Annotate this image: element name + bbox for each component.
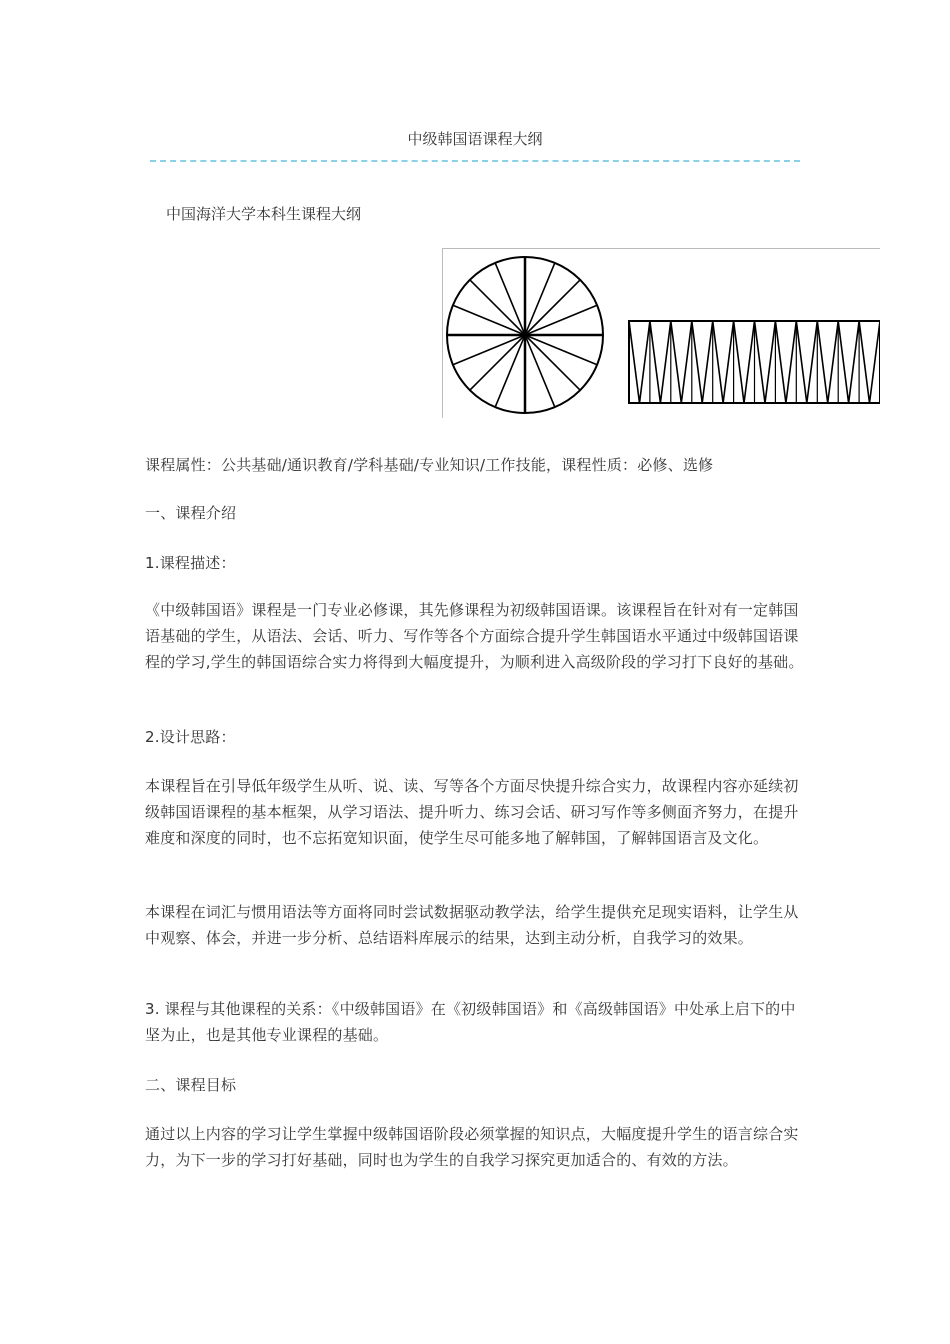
section-heading-goals: 二、课程目标: [145, 1076, 237, 1094]
paragraph-goals: 通过以上内容的学习让学生掌握中级韩国语阶段必须掌握的知识点，大幅度提升学生的语言综合实力，为下一步的学习打好基础，同时也为学生的自我学习探究更加适合的、有效的方法。: [145, 1125, 799, 1169]
subheading-design: 2.设计思路：: [145, 728, 236, 746]
title-dashed-divider: [150, 160, 800, 162]
wheel-spoke: [525, 280, 580, 335]
document-subtitle: 中国海洋大学本科生课程大纲: [166, 205, 362, 223]
zigzag-band-drawing: [629, 321, 880, 403]
wheel-spoke: [470, 280, 525, 335]
wheel-spoke: [525, 335, 580, 390]
spoked-wheel-drawing: [447, 257, 603, 413]
paragraph-relation: 3. 课程与其他课程的关系：《中级韩国语》在《初级韩国语》和《高级韩国语》中处承上启下的中坚为止，也是其他专业课程的基础。: [145, 1000, 796, 1044]
paragraph-description: 《中级韩国语》课程是一门专业必修课，其先修课程为初级韩国语课。该课程旨在针对有一定韩国语基础的学生，从语法、会话、听力、写作等各个方面综合提升学生韩国语水平通过中级韩国语课程的学习,学生的韩国语综合实力将得到大幅度提升，为顺利进入高级阶段的学习打下良好的基础。: [145, 601, 804, 671]
paragraph-design-1: 本课程旨在引导低年级学生从听、说、读、写等各个方面尽快提升综合实力，故课程内容亦延续初级韩国语课程的基本框架，从学习语法、提升听力、练习会话、研习写作等多侧面齐努力，在提升难度和深度的同时，也不忘拓宽知识面，使学生尽可能多地了解韩国，了解韩国语言及文化。: [145, 777, 799, 847]
course-attributes: 课程属性：公共基础/通识教育/学科基础/专业知识/工作技能，课程性质：必修、选修: [145, 456, 714, 474]
paragraph-design-2: 本课程在词汇与惯用语法等方面将同时尝试数据驱动教学法，给学生提供充足现实语料，让学生从中观察、体会，并进一步分析、总结语料库展示的结果，达到主动分析，自我学习的效果。: [145, 903, 799, 947]
document-title: 中级韩国语课程大纲: [407, 130, 543, 148]
decorative-figure: [442, 248, 880, 418]
subheading-description: 1.课程描述：: [145, 554, 236, 572]
wheel-spoke: [470, 335, 525, 390]
section-heading-introduction: 一、课程介绍: [145, 504, 237, 522]
